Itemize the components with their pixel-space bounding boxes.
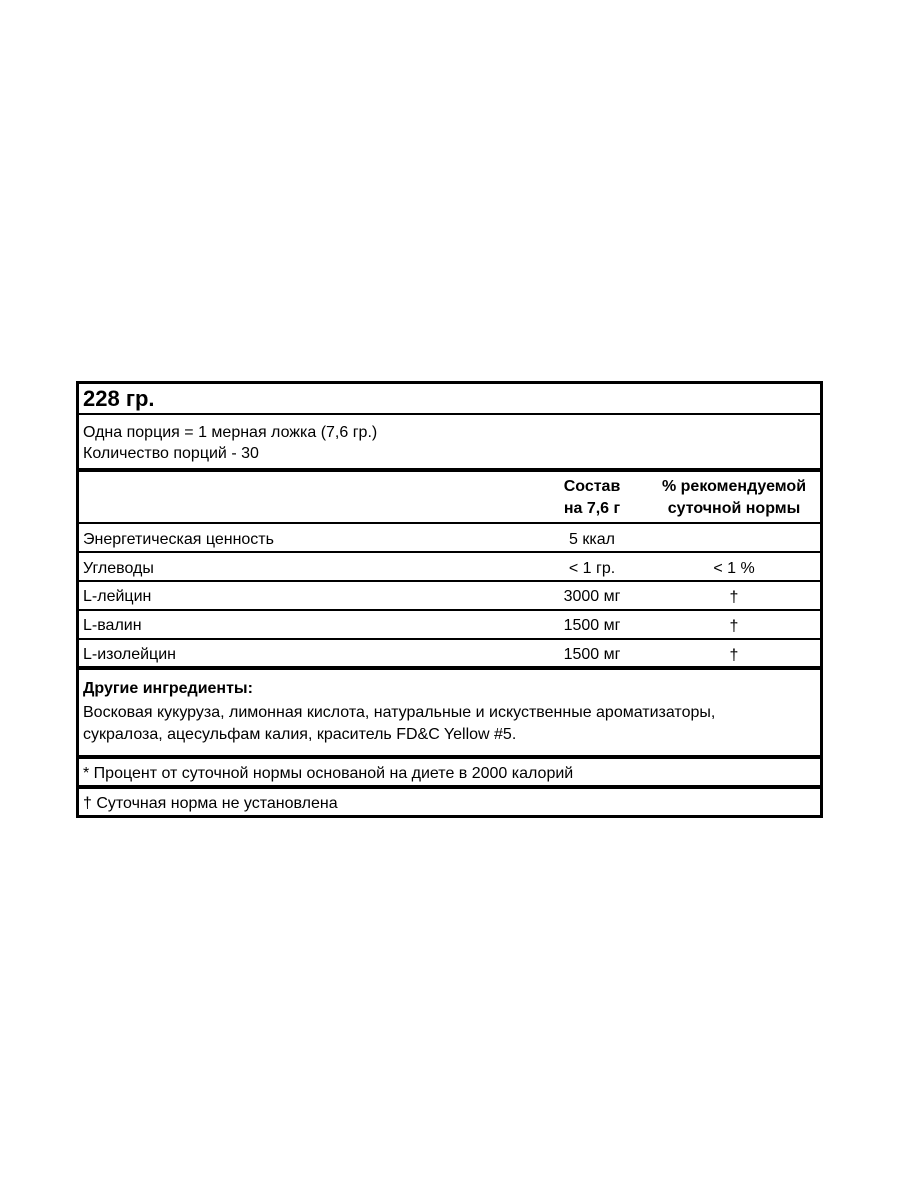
serving-info-row (79, 415, 820, 472)
nutrient-name: Углеводы (83, 560, 154, 577)
footnote-not-established-row (79, 789, 820, 815)
nutrient-amount: 3000 мг (563, 588, 621, 605)
other-ingredients-section (79, 670, 820, 759)
amount-header-line2: на 7,6 г (563, 500, 621, 517)
other-ingredients-text-line1: Восковая кукуруза, лимонная кислота, натуральные и искуственные ароматизаторы, (83, 704, 716, 721)
nutrient-name: L-валин (83, 617, 142, 634)
nutrient-name: L-лейцин (83, 588, 152, 605)
package-weight-title: 228 гр. (83, 386, 155, 411)
nutrient-amount: 1500 мг (563, 646, 621, 663)
other-ingredients-text-line2: сукралоза, ацесульфам калия, краситель FD&C Yellow #5. (83, 726, 517, 743)
table-row (79, 611, 820, 640)
table-row (79, 553, 820, 582)
nutrient-name: Энергетическая ценность (83, 531, 274, 548)
footnote-not-established: † Суточная норма не установлена (83, 795, 338, 812)
table-header-row (79, 472, 820, 524)
daily-value-header-line2: суточной нормы (667, 500, 801, 517)
nutrient-amount: 1500 мг (563, 617, 621, 634)
table-row (79, 640, 820, 670)
nutrition-facts-panel (76, 381, 823, 818)
nutrient-daily-value: † (729, 618, 739, 635)
table-row (79, 582, 820, 611)
title-row (79, 384, 820, 415)
nutrient-daily-value: † (729, 647, 739, 664)
table-row (79, 524, 820, 553)
amount-header-line1: Состав (563, 478, 621, 495)
nutrient-daily-value: † (729, 589, 739, 606)
servings-count-text: Количество порций - 30 (83, 445, 259, 462)
nutrient-name: L-изолейцин (83, 646, 176, 663)
other-ingredients-heading: Другие ингредиенты: (83, 680, 253, 697)
nutrient-daily-value: < 1 % (713, 560, 755, 577)
nutrient-amount: < 1 гр. (568, 560, 616, 577)
footnote-daily-value-row (79, 759, 820, 789)
serving-size-text: Одна порция = 1 мерная ложка (7,6 гр.) (83, 424, 378, 441)
footnote-daily-value: * Процент от суточной нормы основаной на диете в 2000 калорий (83, 765, 574, 782)
daily-value-header-line1: % рекомендуемой (661, 478, 807, 495)
nutrient-amount: 5 ккал (569, 531, 615, 548)
